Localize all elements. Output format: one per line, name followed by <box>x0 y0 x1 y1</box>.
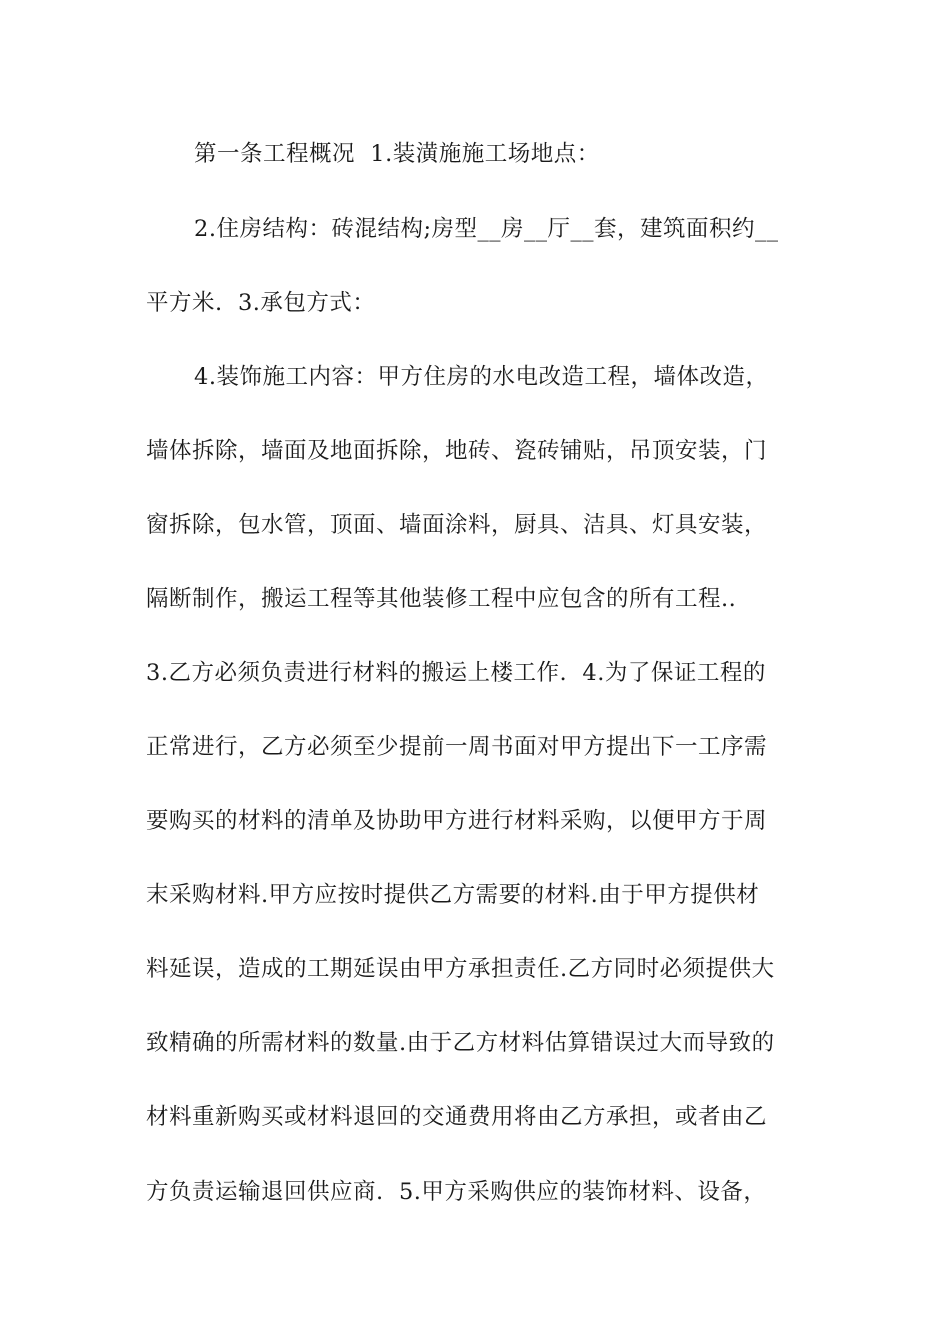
text-line: 平方米. 3.承包方式： <box>146 290 376 316</box>
text-line: 正常进行，乙方必须至少提前一周书面对甲方提出下一工序需 <box>146 734 768 760</box>
text-line: 方负责运输退回供应商. 5.甲方采购供应的装饰材料、设备， <box>146 1179 767 1205</box>
text-line: 3.乙方必须负责进行材料的搬运上楼工作. 4.为了保证工程的 <box>146 660 766 686</box>
text-line: 第一条工程概况 1.装潢施施工场地点： <box>194 141 600 167</box>
text-line: 致精确的所需材料的数量.由于乙方材料估算错误过大而导致的 <box>146 1030 775 1056</box>
text-line: 要购买的材料的清单及协助甲方进行材料采购，以便甲方于周 <box>146 808 768 834</box>
text-line: 末采购材料.甲方应按时提供乙方需要的材料.由于甲方提供材 <box>146 882 760 908</box>
text-line: 隔断制作，搬运工程等其他装修工程中应包含的所有工程.. <box>146 586 737 612</box>
text-line: 窗拆除，包水管，顶面、墙面涂料，厨具、洁具、灯具安装， <box>146 512 768 538</box>
text-line: 材料重新购买或材料退回的交通费用将由乙方承担，或者由乙 <box>146 1104 768 1130</box>
text-line: 2.住房结构：砖混结构;房型__房__厅__套，建筑面积约__ <box>194 216 779 242</box>
text-line: 墙体拆除，墙面及地面拆除，地砖、瓷砖铺贴，吊顶安装，门 <box>146 438 768 464</box>
text-line: 料延误，造成的工期延误由甲方承担责任.乙方同时必须提供大 <box>146 956 775 982</box>
text-line: 4.装饰施工内容：甲方住房的水电改造工程，墙体改造， <box>194 364 769 390</box>
